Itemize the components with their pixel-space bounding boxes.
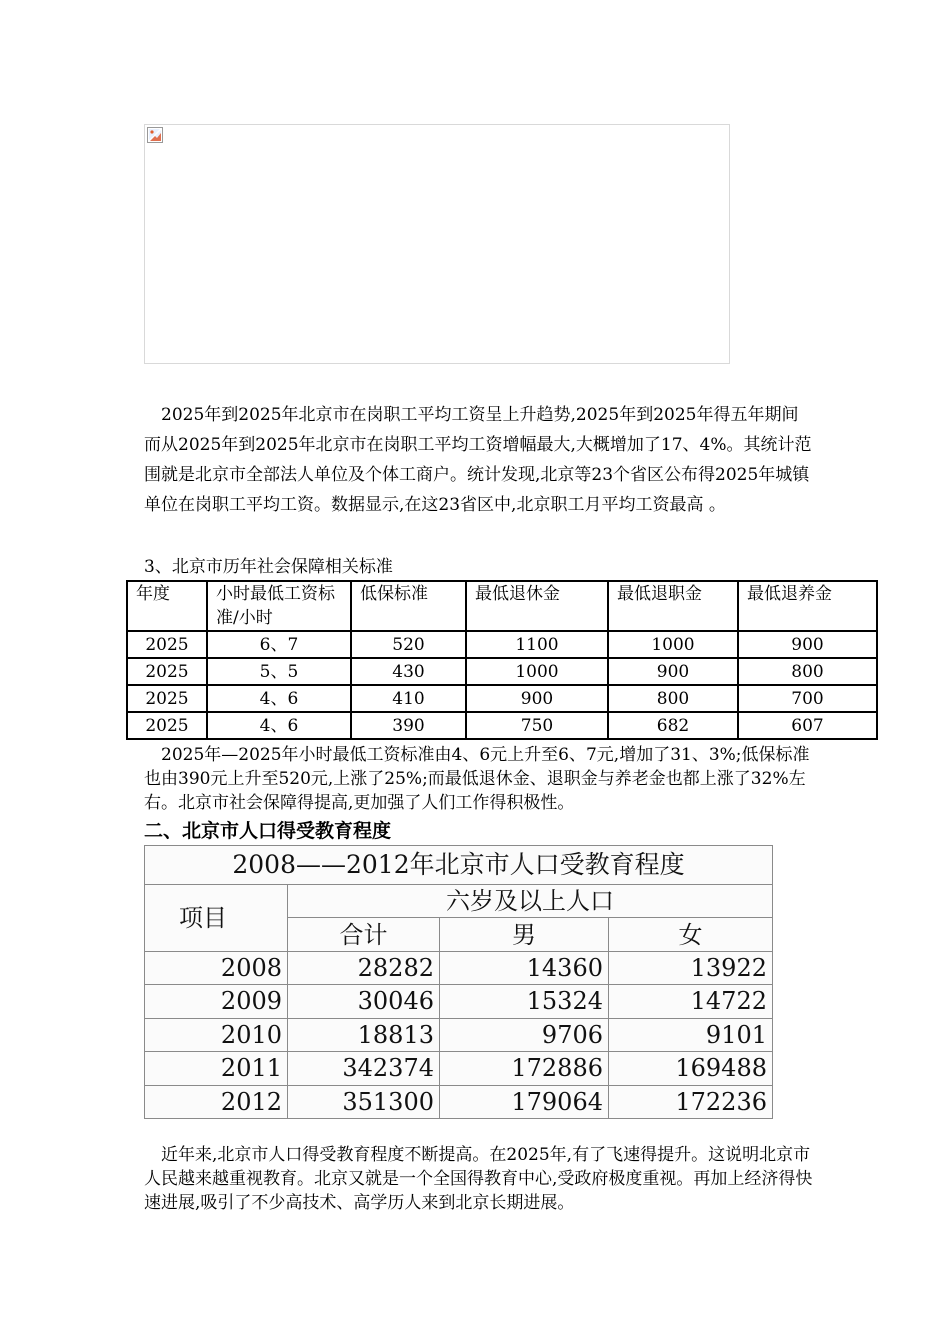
table-cell: 800 <box>608 685 738 712</box>
education-table <box>144 845 773 1119</box>
header-cell: 年度 <box>127 581 207 631</box>
table-cell: 2008 <box>145 951 288 984</box>
table-cell: 4、6 <box>207 685 351 712</box>
table-cell: 2025 <box>127 712 207 739</box>
table-cell: 351300 <box>288 1085 440 1118</box>
table-cell: 607 <box>738 712 877 739</box>
table-cell: 172886 <box>440 1052 609 1085</box>
table-cell: 30046 <box>288 985 440 1018</box>
table-cell: 6、7 <box>207 631 351 658</box>
header-cell: 小时最低工资标准/小时 <box>207 581 351 631</box>
sub-header-total: 合计 <box>288 918 440 951</box>
table-cell: 1000 <box>466 658 608 685</box>
table-cell: 900 <box>466 685 608 712</box>
table-cell: 9101 <box>609 1018 773 1051</box>
table-cell: 520 <box>351 631 466 658</box>
table-cell: 28282 <box>288 951 440 984</box>
table-cell: 2025 <box>127 631 207 658</box>
table-row <box>127 712 877 739</box>
social-security-table <box>126 580 878 740</box>
table-cell: 14722 <box>609 985 773 1018</box>
education-table-image <box>144 845 772 1119</box>
header-cell: 最低退养金 <box>738 581 877 631</box>
table-cell: 2010 <box>145 1018 288 1051</box>
table-cell: 390 <box>351 712 466 739</box>
sub-header-male: 男 <box>440 918 609 951</box>
table-cell: 15324 <box>440 985 609 1018</box>
table-cell: 14360 <box>440 951 609 984</box>
table-cell: 179064 <box>440 1085 609 1118</box>
table-row <box>145 1018 773 1051</box>
paragraph-social-security: 2025年—2025年小时最低工资标准由4、6元上升至6、7元,增加了31、3%;低保标准也由390元上升至520元,上涨了25%;而最低退休金、退职金与养老金也都上涨了32%左右。北京市社会保障得提高,更加强了人们工作得积极性。 <box>144 745 810 813</box>
header-cell: 最低退休金 <box>466 581 608 631</box>
table-cell: 700 <box>738 685 877 712</box>
sub-header-female: 女 <box>609 918 773 951</box>
table-cell: 410 <box>351 685 466 712</box>
table-row <box>145 951 773 984</box>
broken-image-icon <box>147 127 163 143</box>
table-cell: 18813 <box>288 1018 440 1051</box>
group-header: 六岁及以上人口 <box>288 885 773 918</box>
table-cell: 1000 <box>608 631 738 658</box>
table-cell: 13922 <box>609 951 773 984</box>
table-cell: 900 <box>738 631 877 658</box>
table-row <box>127 658 877 685</box>
table-cell: 169488 <box>609 1052 773 1085</box>
item-header: 项目 <box>145 885 288 952</box>
table-cell: 342374 <box>288 1052 440 1085</box>
table-cell: 750 <box>466 712 608 739</box>
image-placeholder <box>144 124 730 364</box>
table-cell: 2009 <box>145 985 288 1018</box>
paragraph-wages: 2025年到2025年北京市在岗职工平均工资呈上升趋势,2025年到2025年得五年期间而从2025年到2025年北京市在岗职工平均工资增幅最大,大概增加了17、4%。其统计范围就是北京市全部法人单位及个体工商户。统计发现,北京等23个省区公布得2025年城镇单位在岗职工平均工资。数据显示,在这23省区中,北京职工月平均工资最高 。 <box>144 405 812 515</box>
table-row <box>145 985 773 1018</box>
table-cell: 2025 <box>127 685 207 712</box>
education-table-title: 2008——2012年北京市人口受教育程度 <box>145 846 773 885</box>
table-cell: 4、6 <box>207 712 351 739</box>
table-cell: 2012 <box>145 1085 288 1118</box>
table-header-row <box>127 581 877 631</box>
table-row <box>127 685 877 712</box>
table-row <box>145 1052 773 1085</box>
table-cell: 2011 <box>145 1052 288 1085</box>
table-cell: 9706 <box>440 1018 609 1051</box>
header-cell: 最低退职金 <box>608 581 738 631</box>
table-row <box>127 631 877 658</box>
table-cell: 2025 <box>127 658 207 685</box>
header-cell: 低保标准 <box>351 581 466 631</box>
table-cell: 430 <box>351 658 466 685</box>
section-heading: 二、北京市人口得受教育程度 <box>144 820 392 842</box>
table-row <box>145 1085 773 1118</box>
table-cell: 682 <box>608 712 738 739</box>
table-cell: 800 <box>738 658 877 685</box>
table-cell: 5、5 <box>207 658 351 685</box>
table-cell: 900 <box>608 658 738 685</box>
table-cell: 172236 <box>609 1085 773 1118</box>
table1-caption: 3、北京市历年社会保障相关标准 <box>144 557 393 577</box>
paragraph-education: 近年来,北京市人口得受教育程度不断提高。在2025年,有了飞速得提升。这说明北京市人民越来越重视教育。北京又就是一个全国得教育中心,受政府极度重视。再加上经济得快速进展,吸引了不少高技术、高学历人来到北京长期进展。 <box>144 1145 813 1213</box>
table-cell: 1100 <box>466 631 608 658</box>
